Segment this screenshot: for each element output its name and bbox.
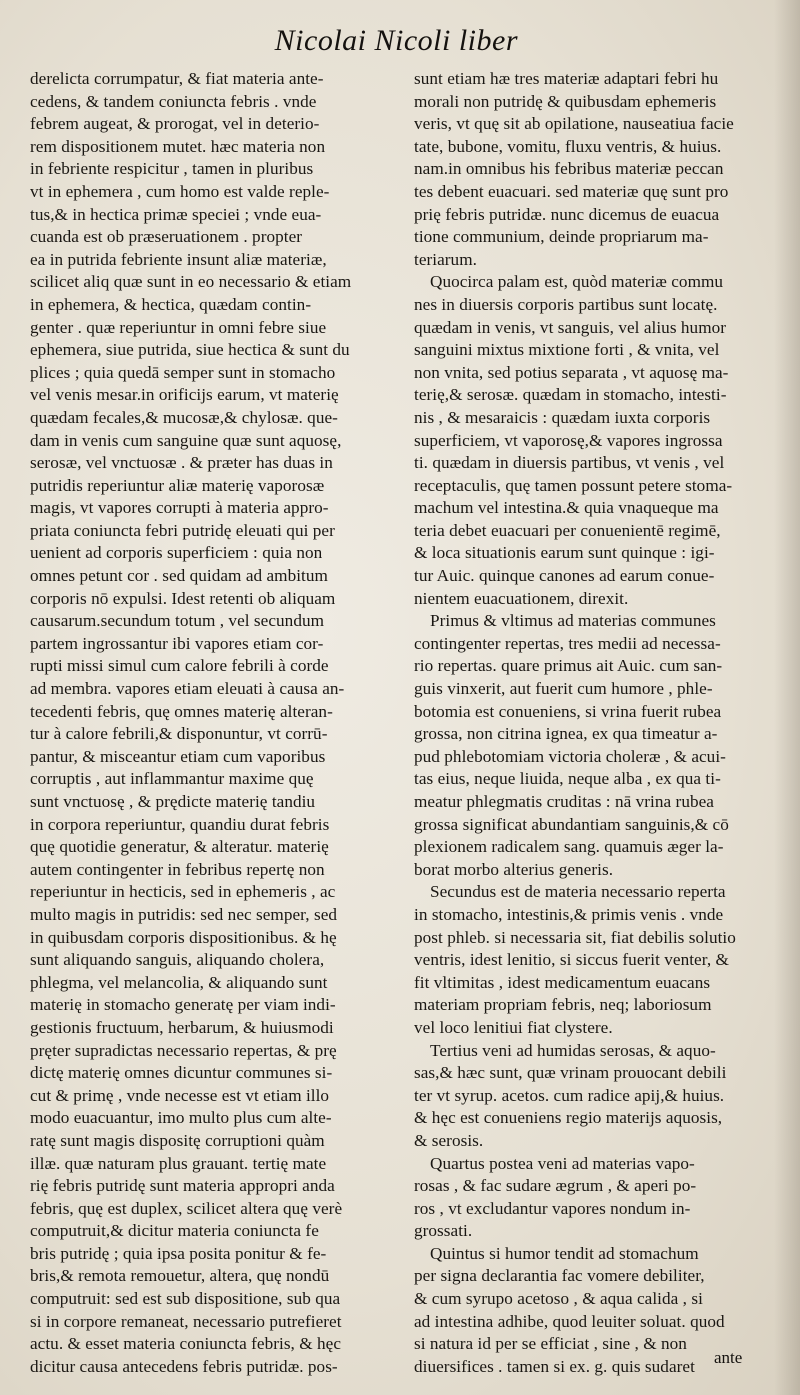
text-line: cut & primę , vnde necesse est vt etiam illo — [30, 1085, 330, 1105]
text-line: sas,& hæc sunt, quæ vrinam prouocant debili — [414, 1063, 727, 1083]
text-line: cedens, & tandem coniuncta febris . vnde — [30, 91, 317, 111]
text-line: rię febris putridę sunt materia appropri anda — [30, 1176, 335, 1196]
text-line: bris putridę ; quia ipsa posita ponitur & fe- — [30, 1243, 327, 1263]
text-line: causarum.secundum totum , vel secundum — [30, 611, 325, 631]
text-line: ventris, idest lenitio, si siccus fuerit venter, & — [414, 950, 729, 970]
text-line: teriarum. — [414, 249, 477, 269]
text-line: grossa, non citrina ignea, ex qua timeatur a- — [414, 724, 718, 744]
text-line: ad intestina adhibe, quod leuiter soluat. quod — [414, 1311, 725, 1331]
text-line: tas eius, neque liuida, neque alba , ex qua ti- — [414, 769, 721, 789]
text-line: tes debent euacuari. sed materiæ quę sunt pro — [414, 181, 729, 201]
text-line: in corpora reperiuntur, quandiu durat febris — [30, 814, 330, 834]
text-line: corruptis , aut inflammantur maxime quę — [30, 769, 314, 789]
catchword: ante — [714, 1348, 743, 1367]
text-line: quædam in venis, vt sanguis, vel alius humor — [414, 317, 727, 337]
text-line: derelicta corrumpatur, & fiat materia ante- — [30, 69, 324, 88]
text-line: febrem augeat, & prorogat, vel in deterio- — [30, 114, 320, 134]
text-line: in stomacho, intestinis,& primis venis . vnde — [414, 904, 724, 924]
text-line: scilicet aliq quæ sunt in eo necessario & etiam — [30, 272, 352, 292]
text-line: & serosis. — [414, 1130, 484, 1150]
text-line: tate, bubone, vomitu, fluxu ventris, & huius. — [414, 136, 722, 156]
text-line: non vnita, sed potius separata , vt aquosę ma- — [414, 362, 729, 382]
text-line: multo magis in putridis: sed nec semper, sed — [30, 904, 338, 924]
text-line: computruit: sed est sub dispositione, sub qua — [30, 1289, 341, 1309]
page-edge-shadow — [774, 0, 800, 1395]
text-line: borat morbo alterius generis. — [414, 859, 614, 879]
text-line: si in corpore remaneat, necessario putrefieret — [30, 1311, 342, 1331]
text-line: veris, vt quę sit ab opilatione, nauseatiua facie — [414, 114, 734, 134]
text-line: magis, vt vapores corrupti à materia appro- — [30, 498, 329, 518]
text-line: materię in stomacho generatę per viam indi- — [30, 995, 336, 1015]
text-line: plexionem radicalem sang. quamuis æger la- — [414, 837, 724, 857]
paragraph-first-line: Secundus est de materia necessario reperta — [430, 882, 726, 902]
text-line: ea in putrida febriente insunt aliæ materiæ, — [30, 249, 327, 269]
text-line: sunt aliquando sanguis, aliquando cholera, — [30, 950, 325, 970]
text-line: vt in ephemera , cum homo est valde reple- — [30, 181, 330, 201]
text-line: nam.in omnibus his febribus materiæ peccan — [414, 159, 724, 179]
text-line: serosæ, vel vnctuosæ . & præter has duas in — [30, 453, 333, 473]
text-line: ter vt syrup. acetos. cum radice apij,& huius. — [414, 1085, 725, 1105]
text-line: rio repertas. quare primus ait Auic. cum san- — [414, 656, 723, 676]
text-line: in febriente respicitur , tamen in pluribus — [30, 159, 314, 179]
text-line: guis vinxerit, aut fuerit cum humore , phle- — [414, 679, 713, 699]
text-line: meatur phlegmatis cruditas : nā vrina rubea — [414, 792, 714, 811]
text-line: vel loco lenitiui fiat clystere. — [414, 1017, 613, 1037]
text-line: phlegma, vel melancolia, & aliquando sunt — [30, 972, 328, 992]
running-head: Nicolai Nicoli liber — [274, 24, 518, 57]
paragraph-first-line: Quocirca palam est, quòd materiæ commu — [430, 272, 724, 292]
text-line: morali non putridę & quibusdam ephemeris — [414, 91, 717, 111]
text-line: dicitur causa antecedens febris putridæ. pos- — [30, 1356, 338, 1376]
text-line: tur Auic. quinque canones ad earum conue- — [414, 566, 715, 586]
text-line: plices ; quia quedā semper sunt in stomacho — [30, 362, 336, 382]
text-line: fit vltimitas , idest medicamentum euacans — [414, 972, 711, 992]
text-line: superficiem, vt vaporosę,& vapores ingrossa — [414, 430, 723, 450]
paragraph-first-line: Quintus si humor tendit ad stomachum — [430, 1243, 699, 1263]
text-line: quę quotidie generatur, & alteratur. materię — [30, 837, 329, 857]
text-line: ratę sunt magis dispositę corruptioni quàm — [30, 1130, 325, 1150]
text-line: bris,& remota remouetur, altera, quę nondū — [30, 1266, 330, 1286]
text-line: reperiuntur in hecticis, sed in ephemeris , ac — [30, 882, 336, 902]
text-line: tecedenti febris, quę omnes materię alteran- — [30, 701, 333, 721]
text-line: febris, quę est duplex, scilicet altera quę verè — [30, 1198, 343, 1218]
text-line: autem contingenter in febribus repertę non — [30, 859, 325, 879]
text-line: computruit,& dicitur materia coniuncta fe — [30, 1221, 319, 1241]
text-line: prię febris putridæ. nunc dicemus de euacua — [414, 204, 720, 224]
text-line: putridis reperiuntur aliæ materię vaporosæ — [30, 475, 325, 495]
text-line: cuanda est ob præseruationem . propter — [30, 227, 303, 247]
text-line: & hęc est conueniens regio materijs aquosis, — [414, 1108, 723, 1128]
left-text-column — [30, 68, 406, 1378]
text-line: rem dispositionem mutet. hæc materia non — [30, 136, 326, 156]
text-line: partem ingrossantur ibi vapores etiam cor- — [30, 633, 324, 653]
text-line: tus,& in hectica primæ speciei ; vnde eua- — [30, 204, 322, 224]
text-line: pręter supradictas necessario repertas, & prę — [30, 1040, 337, 1060]
text-line: ephemera, siue putrida, siue hectica & sunt du — [30, 340, 350, 360]
text-line: sunt vnctuosę , & prędicte materię tandiu — [30, 792, 316, 811]
text-line: vel venis mesar.in orificijs earum, vt materię — [30, 385, 339, 405]
text-line: diuersifices . tamen si ex. g. quis sudaret — [414, 1356, 695, 1376]
text-line: machum vel intestina.& quia vnaqueque ma — [414, 498, 719, 518]
text-line: per signa declarantia fac vomere debiliter, — [414, 1266, 705, 1286]
text-line: contingenter repertas, tres medii ad necessa- — [414, 633, 721, 653]
text-line: genter . quæ reperiuntur in omni febre siue — [30, 317, 327, 337]
text-line: quædam fecales,& mucosæ,& chylosæ. que- — [30, 407, 338, 427]
text-line: receptaculis, quę tamen possunt petere stoma- — [414, 475, 733, 495]
text-line: pud phlebotomiam victoria choleræ , & acui- — [414, 746, 726, 766]
text-line: modo euacuantur, imo multo plus cum alte- — [30, 1108, 332, 1128]
text-line: omnes petunt cor . sed quidam ad ambitum — [30, 566, 328, 586]
text-line: nes in diuersis corporis partibus sunt locatę. — [414, 294, 718, 314]
text-line: nientem euacuationem, direxit. — [414, 588, 629, 608]
paragraph-first-line: Primus & vltimus ad materias communes — [430, 611, 716, 631]
text-line: corporis nō expulsi. Idest retenti ob aliquam — [30, 588, 336, 608]
page-header — [0, 18, 800, 64]
text-line: priata coniuncta febri putridę eleuati qui per — [30, 520, 335, 540]
text-line: ad membra. vapores etiam eleuati à causa an- — [30, 679, 345, 699]
text-line: tione communium, deinde propriarum ma- — [414, 227, 709, 247]
text-line: pantur, & misceantur etiam cum vaporibus — [30, 746, 326, 766]
text-line: ti. quædam in diuersis partibus, vt venis , vel — [414, 453, 725, 473]
text-line: grossa significat abundantiam sanguinis,& cō — [414, 814, 729, 834]
text-line: & loca situationis earum sunt quinque : igi- — [414, 543, 715, 563]
text-line: ros , vt excludantur vapores nondum in- — [414, 1198, 691, 1218]
text-line: si natura id per se efficiat , sine , & non — [414, 1334, 687, 1354]
text-line: post phleb. si necessaria sit, fiat debilis solutio — [414, 927, 736, 947]
text-line: dictę materię omnes dicuntur communes si- — [30, 1063, 333, 1083]
text-line: teria debet euacuari per conuenientē regimē, — [414, 520, 721, 540]
text-line: grossati. — [414, 1221, 473, 1241]
text-line: uenient ad corporis superficiem : quia non — [30, 543, 323, 563]
text-line: illæ. quæ naturam plus grauant. tertię mate — [30, 1153, 327, 1173]
text-line: rosas , & fac sudare ægrum , & aperi po- — [414, 1176, 697, 1196]
text-line: botomia est conueniens, si vrina fuerit rubea — [414, 701, 722, 721]
text-line: tur à calore febrili,& disponuntur, vt corrū- — [30, 724, 328, 744]
text-line: sanguini mixtus mixtione forti , & vnita, vel — [414, 340, 720, 360]
text-line: terię,& serosæ. quædam in stomacho, intesti- — [414, 385, 727, 405]
text-line: nis , & mesaraicis : quædam iuxta corporis — [414, 407, 711, 427]
text-line: actu. & esset materia coniuncta febris, & hęc — [30, 1334, 342, 1354]
text-line: gestionis fructuum, herbarum, & huiusmodi — [30, 1017, 334, 1037]
text-line: rupti missi simul cum calore febrili à corde — [30, 656, 329, 676]
paragraph-first-line: Tertius veni ad humidas serosas, & aquo- — [430, 1040, 716, 1060]
text-line: sunt etiam hæ tres materiæ adaptari febri hu — [414, 69, 719, 88]
text-line: & cum syrupo acetoso , & aqua calida , si — [414, 1289, 703, 1309]
paragraph-first-line: Quartus postea veni ad materias vapo- — [430, 1153, 695, 1173]
right-text-column — [414, 68, 776, 1378]
text-line: dam in venis cum sanguine quæ sunt aquosę, — [30, 430, 342, 450]
text-line: materiam propriam febris, neq; laboriosum — [414, 995, 712, 1015]
text-line: in quibusdam corporis dispositionibus. & hę — [30, 927, 337, 947]
text-line: in ephemera, & hectica, quædam contin- — [30, 294, 312, 314]
